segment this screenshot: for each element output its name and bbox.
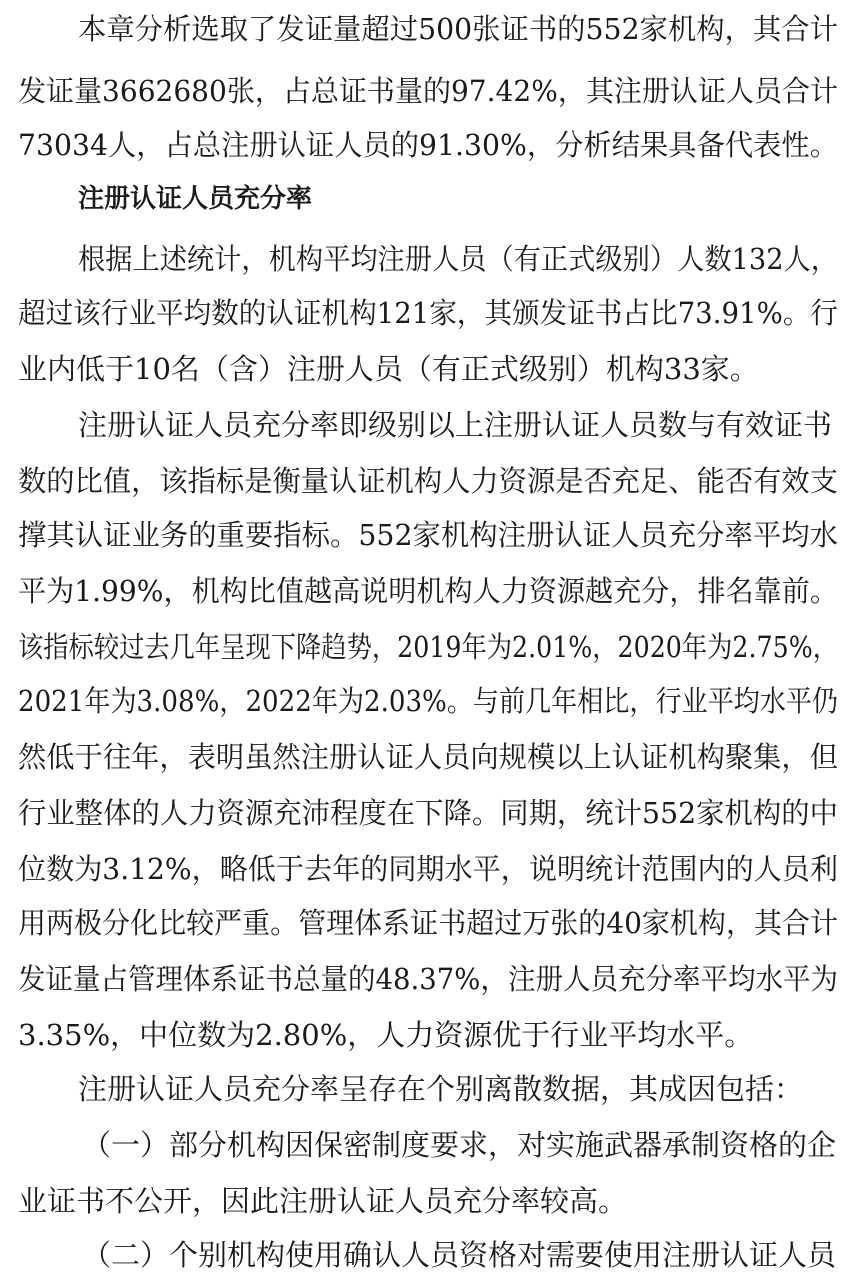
text-line: 注册认证人员充分率即级别以上注册认证人员数与有效证书 — [78, 408, 833, 442]
text-line: 业证书不公开，因此注册认证人员充分率较高。 — [18, 1184, 628, 1218]
text-line: 该指标较过去几年呈现下降趋势，2019年为2.01%，2020年为2.75%， — [18, 630, 838, 664]
section-heading: 注册认证人员充分率 — [78, 184, 313, 214]
text-line: 根据上述统计，机构平均注册人员（有正式级别）人数132人， — [78, 242, 838, 276]
text-line: 行业整体的人力资源充沛程度在下降。同期，统计552家机构的中 — [18, 796, 838, 830]
text-line: 用两极分化比较严重。管理体系证书超过万张的40家机构，其合计 — [18, 906, 838, 940]
text-line: 平为1.99%，机构比值越高说明机构人力资源越充分，排名靠前。 — [18, 574, 838, 608]
text-line: 然低于往年，表明虽然注册认证人员向规模以上认证机构聚集，但 — [18, 740, 838, 774]
text-line: 发证量占管理体系证书总量的48.37%，注册人员充分率平均水平为 — [18, 962, 838, 996]
list-item-two: （二）个别机构使用确认人员资格对需要使用注册认证人员 — [82, 1238, 837, 1272]
text-line: 本章分析选取了发证量超过500张证书的552家机构，其合计 — [78, 12, 838, 46]
text-line: 73034人，占总注册认证人员的91.30%，分析结果具备代表性。 — [18, 128, 838, 162]
text-line: 撑其认证业务的重要指标。552家机构注册认证人员充分率平均水 — [18, 518, 838, 552]
list-item-one: （一）部分机构因保密制度要求，对实施武器承制资格的企 — [82, 1128, 837, 1162]
text-line: 3.35%，中位数为2.80%，人力资源优于行业平均水平。 — [18, 1018, 754, 1052]
text-line: 位数为3.12%，略低于去年的同期水平，说明统计范围内的人员利 — [18, 852, 838, 886]
text-line: 2021年为3.08%，2022年为2.03%。与前几年相比，行业平均水平仍 — [18, 684, 838, 718]
text-line: 发证量3662680张，占总证书量的97.42%，其注册认证人员合计 — [18, 74, 838, 108]
text-line: 数的比值，该指标是衡量认证机构人力资源是否充足、能否有效支 — [18, 464, 838, 498]
text-line: 注册认证人员充分率呈存在个别离散数据，其成因包括： — [78, 1072, 804, 1106]
text-line: 业内低于10名（含）注册人员（有正式级别）机构33家。 — [18, 352, 759, 386]
text-line: 超过该行业平均数的认证机构121家，其颁发证书占比73.91%。行 — [18, 296, 838, 330]
